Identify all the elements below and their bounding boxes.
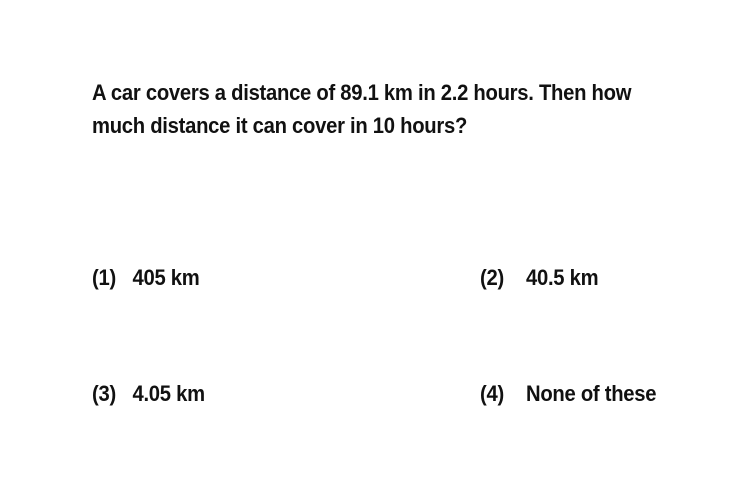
option-2-number: (2) bbox=[480, 265, 504, 290]
option-1-number: (1) bbox=[92, 265, 116, 290]
option-3[interactable] bbox=[92, 380, 205, 408]
option-3-text: 4.05 km bbox=[132, 381, 205, 406]
question-line-2: much distance it can cover in 10 hours? bbox=[92, 113, 468, 138]
option-2-text: 40.5 km bbox=[526, 265, 599, 290]
option-4-number: (4) bbox=[480, 381, 504, 406]
option-4[interactable] bbox=[480, 380, 656, 408]
option-1-text: 405 km bbox=[132, 265, 200, 290]
question-text bbox=[92, 76, 653, 142]
option-4-text: None of these bbox=[526, 381, 657, 406]
option-1[interactable] bbox=[92, 264, 199, 292]
option-3-number: (3) bbox=[92, 381, 116, 406]
option-2[interactable] bbox=[480, 264, 598, 292]
question-line-1: A car covers a distance of 89.1 km in 2.2 hours. Then how bbox=[92, 80, 632, 105]
